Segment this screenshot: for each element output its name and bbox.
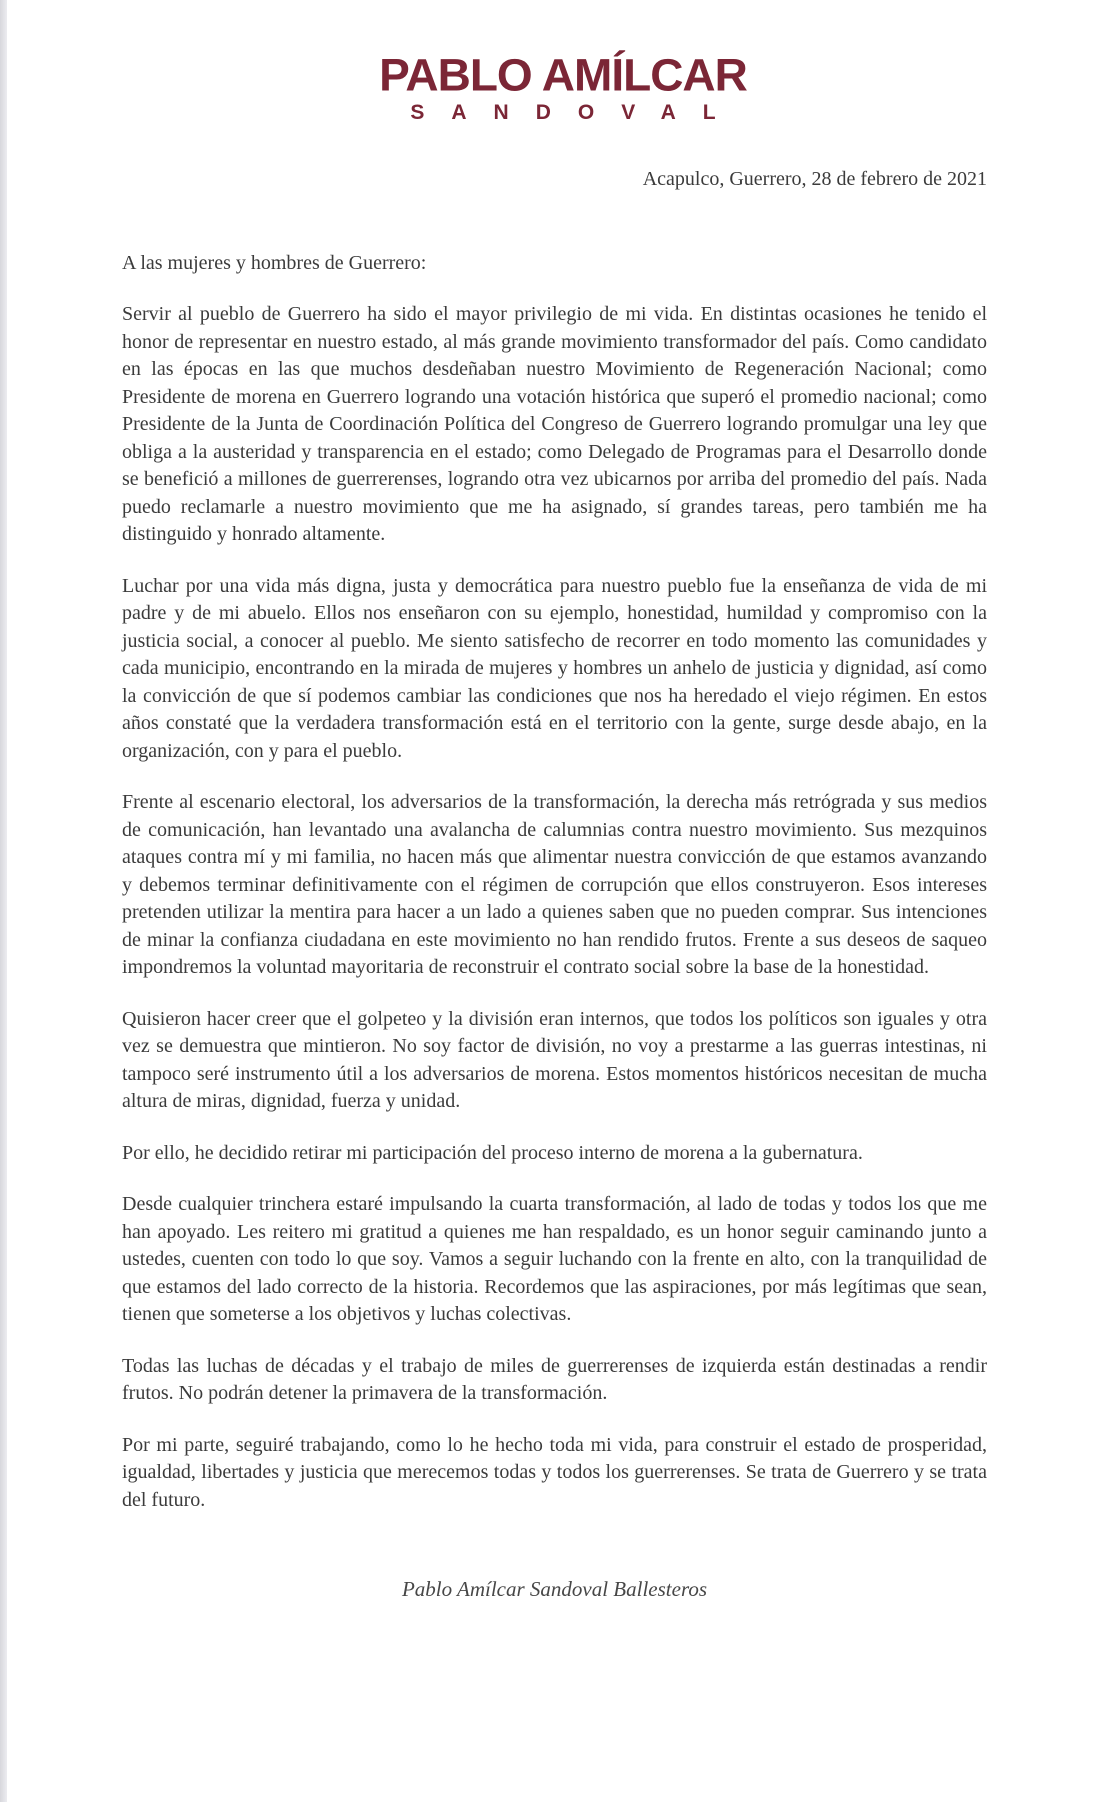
logo-surname-line: SANDOVAL [410, 101, 743, 124]
salutation: A las mujeres y hombres de Guerrero: [122, 251, 427, 274]
letter-paragraph: Servir al pueblo de Guerrero ha sido el mayor privilegio de mi vida. En distintas ocasiones he tenido el honor de representar en nuestro estado, al más grande movimiento transformador del país. Como candidato en las épocas en las que muchos desdeñaban nuestro Movimiento de Regeneración Nacional; como Presidente de morena en Guerrero logrando una votación histórica que superó el promedio nacional; como Presidente de la Junta de Coordinación Política del Congreso de Guerrero logrando promulgar una ley que obliga a la austeridad y transparencia en el estado; como Delegado de Programas para el Desarrollo donde se benefició a millones de guerrerenses, logrando otra vez ubicarnos por arriba del promedio del país. Nada puedo reclamarle a nuestro movimiento que me ha asignado, sí grandes tareas, pero también me ha distinguido y honrado altamente. [122, 303, 987, 545]
letter-paragraph: Por ello, he decidido retirar mi participación del proceso interno de morena a la gubernatura. [122, 1141, 863, 1164]
letter-paragraph: Frente al escenario electoral, los adversarios de la transformación, la derecha más retrógrada y sus medios de comunicación, han levantado una avalancha de calumnias contra nuestro movimiento. Sus mezquinos ataques contra mí y mi familia, no hacen más que alimentar nuestra convicción de que estamos avanzando y debemos terminar definitivamente con el régimen de corrupción que ellos construyeron. Esos intereses pretenden utilizar la mentira para hacer a un lado a quienes saben que no pueden comprar. Sus intenciones de minar la confianza ciudadana en este movimiento no han rendido frutos. Frente a sus deseos de saqueo impondremos la voluntad mayoritaria de reconstruir el contrato social sobre la base de la honestidad. [122, 791, 987, 978]
signature-name: Pablo Amílcar Sandoval Ballesteros [401, 1577, 708, 1601]
letter-paragraph: Todas las luchas de décadas y el trabajo de miles de guerrerenses de izquierda están destinadas a rendir frutos. No podrán detener la primavera de la transformación. [122, 1354, 987, 1404]
letter-paragraph: Quisieron hacer creer que el golpeteo y la división eran internos, que todos los políticos son iguales y otra vez se demuestra que mintieron. No soy factor de división, no voy a prestarme a las guerras intestinas, ni tampoco seré instrumento útil a los adversarios de morena. Estos momentos históricos necesitan de mucha altura de miras, dignidad, fuerza y unidad. [122, 1007, 987, 1112]
scan-edge-artifact [0, 0, 7, 1802]
letter-paragraph: Por mi parte, seguiré trabajando, como lo he hecho toda mi vida, para construir el estado de prosperidad, igualdad, libertades y justicia que merecemos todas y todos los guerrerenses. Se trata de Guerrero y se trata del futuro. [122, 1433, 987, 1511]
letter-content [122, 166, 987, 1604]
pablo-amilcar-sandoval-logo [353, 49, 773, 126]
letter-paragraph: Luchar por una vida más digna, justa y democrática para nuestro pueblo fue la enseñanza de vida de mi padre y de mi abuelo. Ellos nos enseñaron con su ejemplo, honestidad, humildad y compromiso con la justicia social, a conocer al pueblo. Me siento satisfecho de recorrer en todo momento las comunidades y cada municipio, encontrando en la mirada de mujeres y hombres un anhelo de justicia y dignidad, así como la convicción de que sí podemos cambiar las condiciones que nos ha heredado el viejo régimen. En estos años constaté que la verdadera transformación está en el territorio con la gente, surge desde abajo, en la organización, con y para el pueblo. [122, 574, 987, 762]
dateline: Acapulco, Guerrero, 28 de febrero de 2021 [642, 168, 987, 190]
logo-name-line: PABLO AMÍLCAR [379, 49, 747, 101]
letter-paragraph: Desde cualquier trinchera estaré impulsando la cuarta transformación, al lado de todas y todos los que me han apoyado. Les reitero mi gratitud a quienes me han respaldado, es un honor seguir caminando junto a ustedes, cuenten con todo lo que soy. Vamos a seguir luchando con la frente en alto, con la tranquilidad de que estamos del lado correcto de la historia. Recordemos que las aspiraciones, por más legítimas que sean, tienen que someterse a los objetivos y luchas colectivas. [122, 1193, 987, 1325]
letter-body [122, 301, 987, 1514]
